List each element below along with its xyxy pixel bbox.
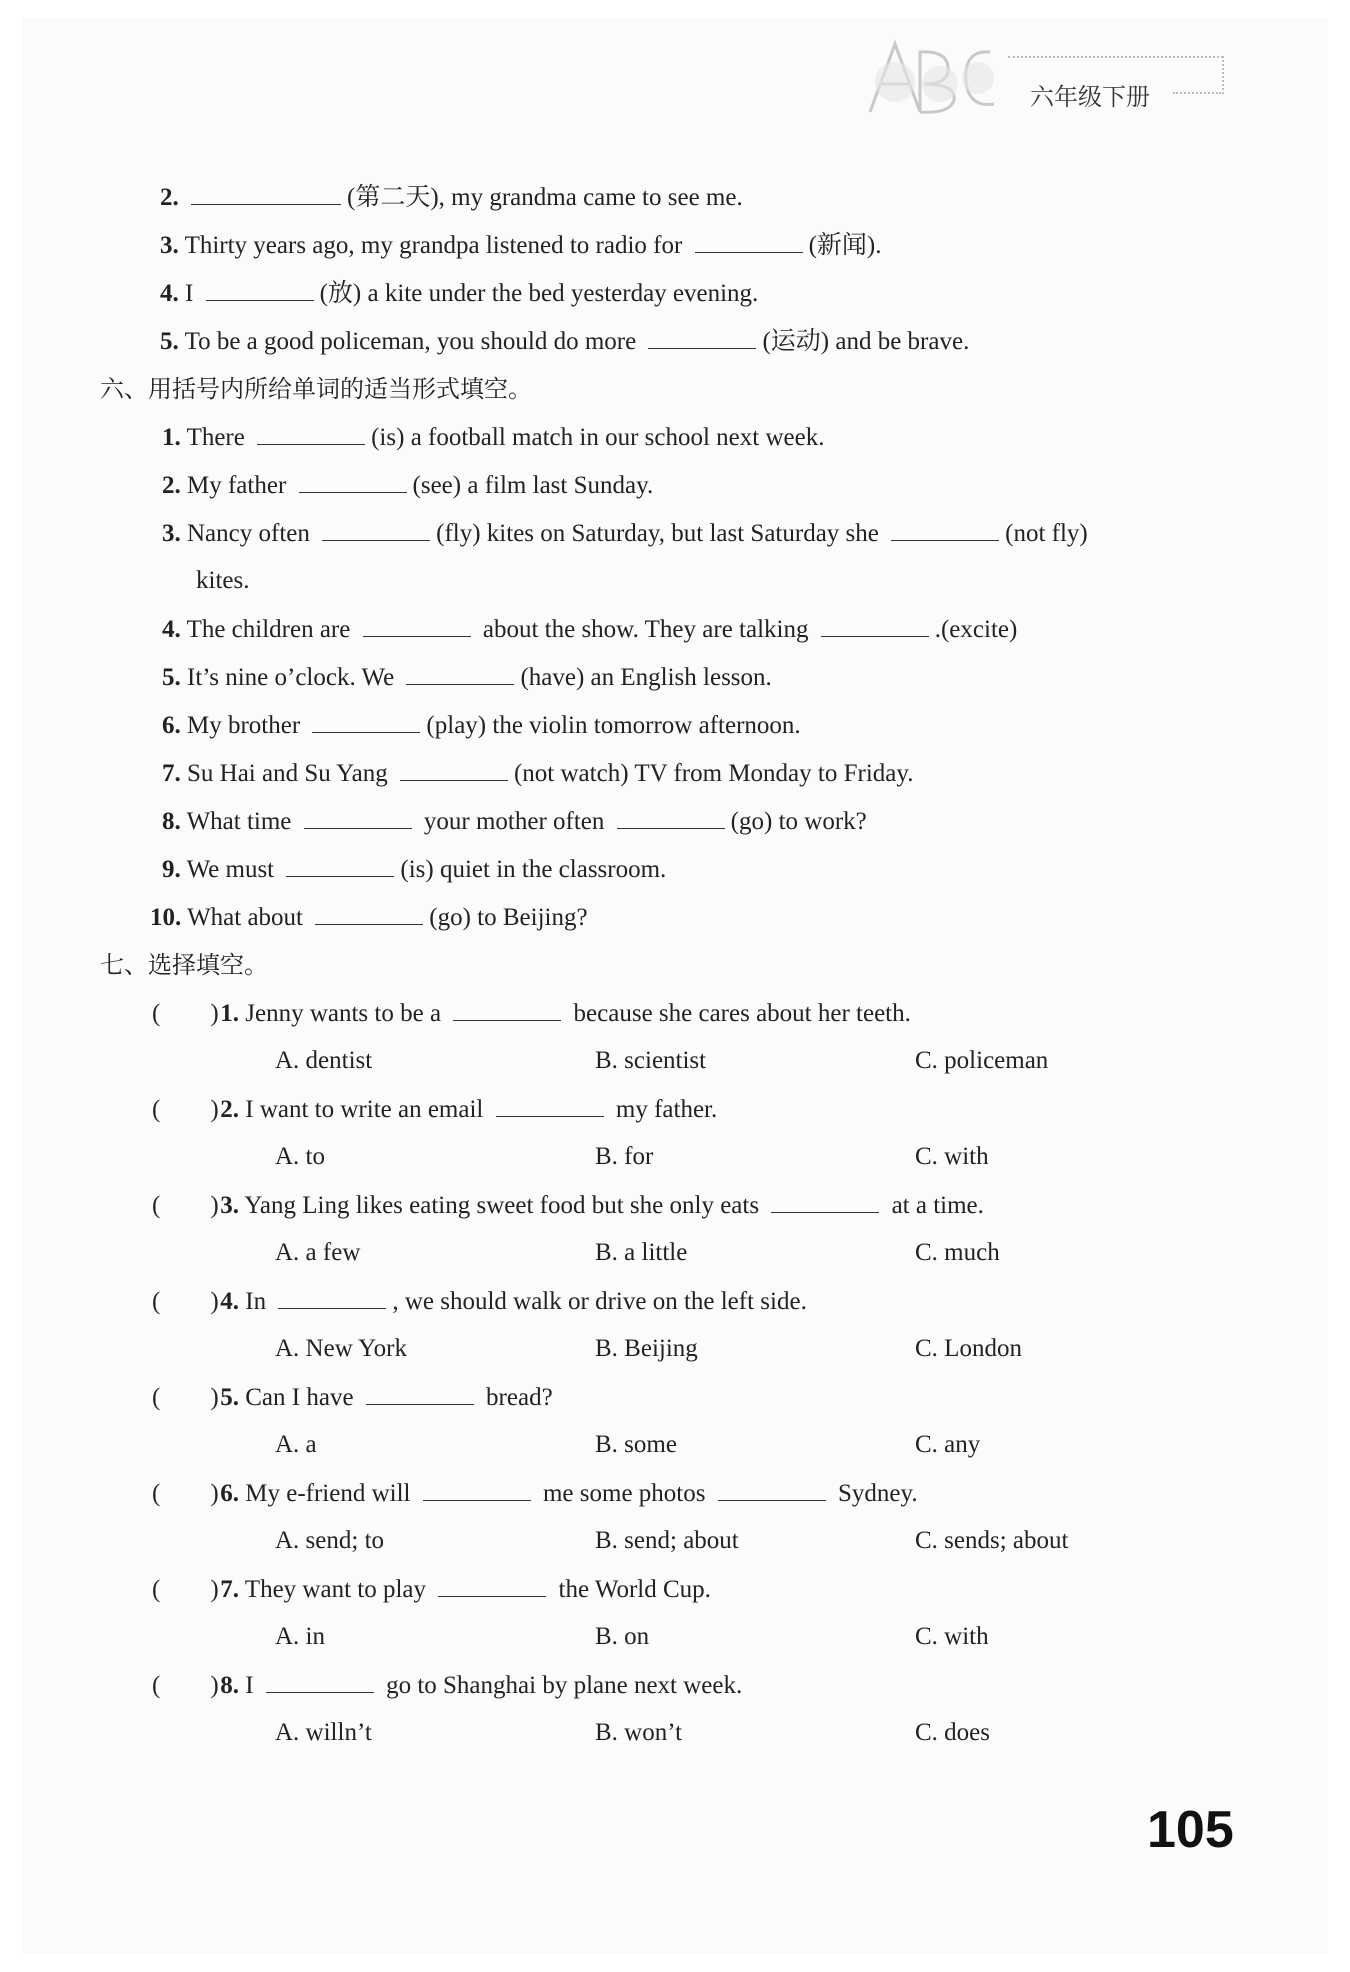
option-b[interactable]: B. won’t [595, 1719, 683, 1746]
question-row: ( ) 1. Jenny wants to be a because she cares about her teeth. [152, 1000, 911, 1027]
option-a[interactable]: A. willn’t [275, 1719, 372, 1746]
option-a[interactable]: A. a few [275, 1239, 361, 1266]
option-c[interactable]: C. with [915, 1143, 989, 1170]
answer-blank[interactable] [821, 614, 929, 637]
answer-blank[interactable] [312, 710, 420, 733]
option-a[interactable]: A. dentist [275, 1047, 373, 1074]
list-item: 5. To be a good policeman, you should do more (运动) and be brave. [160, 328, 970, 355]
list-item: 10. What about (go) to Beijing? [150, 904, 588, 931]
answer-blank[interactable] [257, 422, 365, 445]
answer-parenthesis[interactable]: ( ) [152, 1288, 219, 1315]
answer-blank [438, 1574, 546, 1597]
answer-blank [423, 1478, 531, 1501]
answer-blank[interactable] [891, 518, 999, 541]
answer-blank[interactable] [406, 662, 514, 685]
answer-parenthesis[interactable]: ( ) [152, 1192, 219, 1219]
option-c[interactable]: C. policeman [915, 1047, 1049, 1074]
option-c[interactable]: C. any [915, 1431, 981, 1458]
option-c[interactable]: C. with [915, 1623, 989, 1650]
answer-blank[interactable] [648, 326, 756, 349]
question-row: ( ) 3. Yang Ling likes eating sweet food but she only eats at a time. [152, 1192, 984, 1219]
answer-parenthesis[interactable]: ( ) [152, 1576, 219, 1603]
answer-blank[interactable] [322, 518, 430, 541]
list-item: 7. Su Hai and Su Yang (not watch) TV from Monday to Friday. [162, 760, 914, 787]
option-c[interactable]: C. sends; about [915, 1527, 1069, 1554]
answer-blank[interactable] [363, 614, 471, 637]
option-a[interactable]: A. send; to [275, 1527, 385, 1554]
list-item: 1. There (is) a football match in our school next week. [162, 424, 825, 451]
list-item: 2. My father (see) a film last Sunday. [162, 472, 654, 499]
answer-parenthesis[interactable]: ( ) [152, 1672, 219, 1699]
answer-blank[interactable] [315, 902, 423, 925]
answer-blank[interactable] [191, 182, 341, 205]
option-b[interactable]: B. scientist [595, 1047, 707, 1074]
question-row: ( ) 7. They want to play the World Cup. [152, 1576, 711, 1603]
answer-parenthesis[interactable]: ( ) [152, 1480, 219, 1507]
question-row: ( ) 2. I want to write an email my father. [152, 1096, 718, 1123]
option-b[interactable]: B. for [595, 1143, 654, 1170]
answer-blank [366, 1382, 474, 1405]
page-header [860, 22, 1240, 122]
list-item: 5. It’s nine o’clock. We (have) an English lesson. [162, 664, 772, 691]
answer-blank[interactable] [617, 806, 725, 829]
answer-parenthesis[interactable]: ( ) [152, 1000, 219, 1027]
option-b[interactable]: B. some [595, 1431, 677, 1458]
list-item: 6. My brother (play) the violin tomorrow afternoon. [162, 712, 801, 739]
question-row: ( ) 5. Can I have bread? [152, 1384, 553, 1411]
option-b[interactable]: B. on [595, 1623, 650, 1650]
abc-letters-icon [860, 32, 1020, 122]
answer-blank [718, 1478, 826, 1501]
header-dotted-tail [1173, 92, 1221, 94]
page-number: 105 [1147, 1801, 1234, 1859]
list-item: 2. (第二天), my grandma came to see me. [160, 184, 743, 211]
answer-blank[interactable] [695, 230, 803, 253]
answer-parenthesis[interactable]: ( ) [152, 1096, 219, 1123]
header-dotted-line [1008, 56, 1223, 58]
list-item: 8. What time your mother often (go) to work? [162, 808, 867, 835]
question-row: ( ) 8. I go to Shanghai by plane next week. [152, 1672, 743, 1699]
answer-blank [266, 1670, 374, 1693]
option-c[interactable]: C. London [915, 1335, 1022, 1362]
answer-blank[interactable] [286, 854, 394, 877]
grade-label: 六年级下册 [1030, 83, 1150, 111]
answer-blank [496, 1094, 604, 1117]
option-a[interactable]: A. a [275, 1431, 317, 1458]
header-dotted-corner [1222, 56, 1224, 94]
list-item-continuation: kites. [196, 567, 250, 594]
answer-blank[interactable] [304, 806, 412, 829]
list-item: 4. The children are about the show. They are talking .(excite) [162, 616, 1018, 643]
option-c[interactable]: C. much [915, 1239, 1000, 1266]
list-item: 3. Nancy often (fly) kites on Saturday, but last Saturday she (not fly) [162, 520, 1088, 547]
answer-blank [278, 1286, 386, 1309]
question-row: ( ) 4. In , we should walk or drive on the left side. [152, 1288, 807, 1315]
section-title: 六、用括号内所给单词的适当形式填空。 [100, 375, 532, 403]
answer-blank[interactable] [206, 278, 314, 301]
option-b[interactable]: B. Beijing [595, 1335, 698, 1362]
option-b[interactable]: B. send; about [595, 1527, 739, 1554]
list-item: 4. I (放) a kite under the bed yesterday evening. [160, 280, 759, 307]
answer-parenthesis[interactable]: ( ) [152, 1384, 219, 1411]
option-b[interactable]: B. a little [595, 1239, 688, 1266]
answer-blank[interactable] [299, 470, 407, 493]
option-c[interactable]: C. does [915, 1719, 990, 1746]
answer-blank [771, 1190, 879, 1213]
answer-blank[interactable] [400, 758, 508, 781]
question-row: ( ) 6. My e-friend will me some photos Sydney. [152, 1480, 918, 1507]
option-a[interactable]: A. in [275, 1623, 325, 1650]
section-title: 七、选择填空。 [100, 951, 268, 979]
answer-blank [453, 998, 561, 1021]
option-a[interactable]: A. New York [275, 1335, 407, 1362]
option-a[interactable]: A. to [275, 1143, 325, 1170]
list-item: 3. Thirty years ago, my grandpa listened to radio for (新闻). [160, 232, 882, 259]
list-item: 9. We must (is) quiet in the classroom. [162, 856, 667, 883]
